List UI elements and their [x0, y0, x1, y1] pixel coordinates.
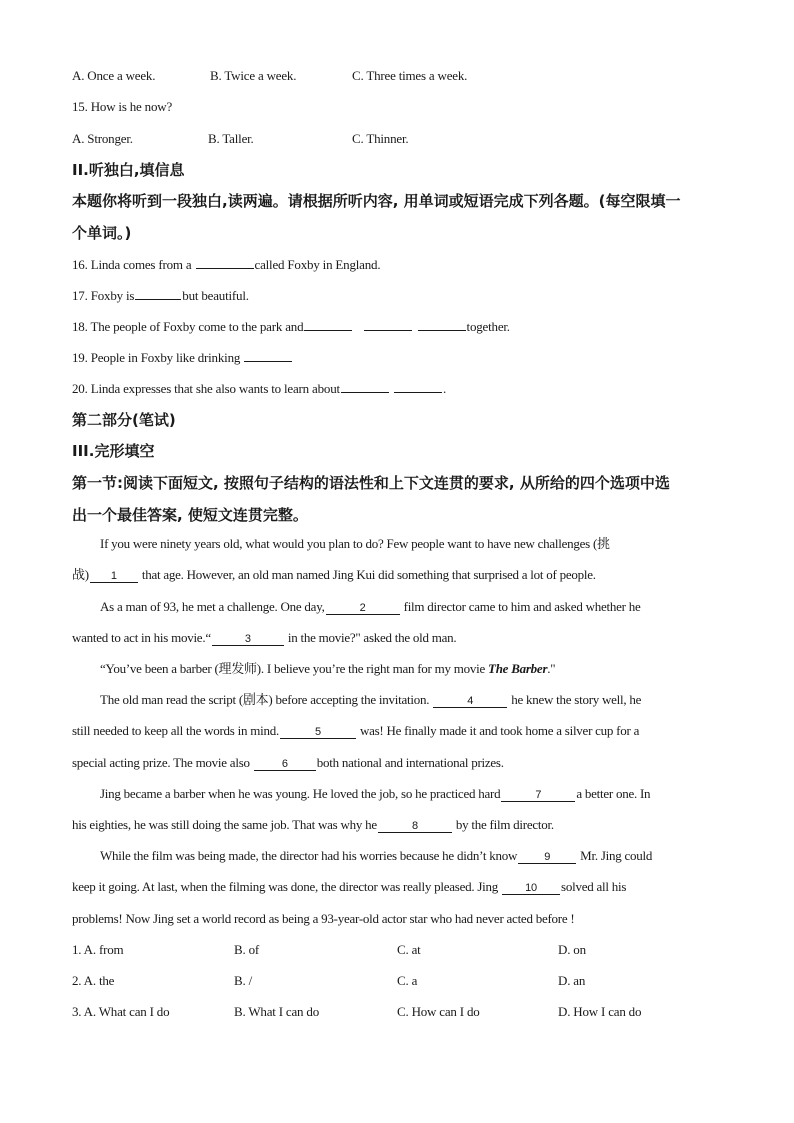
q2-option-a[interactable]: 2. A. the: [72, 973, 115, 988]
q15-question: 15. How is he now?: [72, 99, 173, 114]
passage-line-2: [72, 567, 596, 583]
q3-option-b[interactable]: B. What I can do: [234, 1004, 320, 1019]
q16-text: 16. Linda comes from a: [72, 257, 192, 272]
passage-line-10: [72, 817, 554, 833]
passage-line-13: problems! Now Jing set a world record as being a 93-year-old actor star who had never acted before !: [72, 911, 575, 926]
q19: [72, 349, 293, 366]
passage-text: As a man of 93, he met a challenge. One day,: [100, 599, 325, 614]
passage-text: .": [547, 661, 556, 676]
q2-option-c[interactable]: C. a: [397, 973, 418, 988]
movie-title: The Barber: [488, 661, 548, 676]
passage-line-3: [100, 599, 640, 615]
q20-blank-1[interactable]: [341, 380, 389, 393]
q15-option-c: C. Thinner.: [352, 131, 409, 146]
passage-text: solved all his: [561, 879, 627, 894]
section-iii-instruction-1: 第一节:阅读下面短文, 按照句子结构的语法性和上下文连贯的要求, 从所给的四个选项中选: [72, 474, 670, 492]
passage-line-8: [72, 755, 504, 771]
blank-10[interactable]: 10: [502, 882, 560, 895]
section-ii-instruction-1: 本题你将听到一段独白,读两遍。请根据所听内容, 用单词或短语完成下列各题。(每空限填一: [72, 192, 681, 210]
q17-text-after: but beautiful.: [182, 288, 249, 303]
q1-option-c[interactable]: C. at: [397, 942, 421, 957]
blank-4[interactable]: 4: [433, 695, 507, 708]
passage-line-5: [100, 661, 555, 677]
section-ii-title: II.听独白,填信息: [72, 161, 185, 179]
q1-option-a[interactable]: 1. A. from: [72, 942, 124, 957]
passage-text: was! He finally made it and took home a silver cup for a: [359, 723, 640, 738]
q17-text: 17. Foxby is: [72, 288, 135, 303]
passage-text: Jing became a barber when he was young. He loved the job, so he practiced hard: [100, 786, 501, 801]
q16: [72, 256, 380, 273]
passage-line-1: If you were ninety years old, what would you plan to do? Few people want to have new challenges (挑: [100, 536, 610, 551]
passage-text: special acting prize. The movie also: [72, 755, 250, 770]
passage-line-7: [72, 723, 639, 739]
blank-7[interactable]: 7: [501, 789, 575, 802]
section-iii-title: III.完形填空: [72, 442, 155, 460]
q18-text: 18. The people of Foxby come to the park and: [72, 319, 304, 334]
q2-option-b[interactable]: B. /: [234, 973, 252, 988]
q17: [72, 287, 249, 304]
q3-option-a[interactable]: 3. A. What can I do: [72, 1004, 170, 1019]
q19-text: 19. People in Foxby like drinking: [72, 350, 241, 365]
passage-text: his eighties, he was still doing the same job. That was why he: [72, 817, 377, 832]
passage-line-9: [100, 786, 650, 802]
q14-option-c: C. Three times a week.: [352, 68, 468, 83]
passage-text: 战): [72, 567, 89, 582]
q15-option-a: A. Stronger.: [72, 131, 133, 146]
q18-blank-3[interactable]: [418, 318, 466, 331]
q3-option-c[interactable]: C. How can I do: [397, 1004, 480, 1019]
q1-option-b[interactable]: B. of: [234, 942, 260, 957]
blank-6[interactable]: 6: [254, 758, 316, 771]
q20-blank-2[interactable]: [394, 380, 442, 393]
passage-text: wanted to act in his movie.“: [72, 630, 211, 645]
q3-option-d[interactable]: D. How I can do: [558, 1004, 642, 1019]
blank-1[interactable]: 1: [90, 570, 138, 583]
passage-text: film director came to him and asked whether he: [403, 599, 641, 614]
blank-2[interactable]: 2: [326, 602, 400, 615]
blank-3[interactable]: 3: [212, 633, 284, 646]
q1-option-d[interactable]: D. on: [558, 942, 586, 957]
q2-option-d[interactable]: D. an: [558, 973, 586, 988]
q16-blank[interactable]: [196, 256, 254, 269]
q18-blank-2[interactable]: [364, 318, 412, 331]
q19-blank[interactable]: [244, 349, 292, 362]
q20-text: 20. Linda expresses that she also wants to learn about: [72, 381, 340, 396]
blank-8[interactable]: 8: [378, 820, 452, 833]
passage-text: While the film was being made, the director had his worries because he didn’t know: [100, 848, 518, 863]
section-iii-instruction-2: 出一个最佳答案, 使短文连贯完整。: [72, 506, 308, 524]
passage-line-11: [100, 848, 652, 864]
q15-option-b: B. Taller.: [208, 131, 254, 146]
passage-text: by the film director.: [455, 817, 554, 832]
passage-text: keep it going. At last, when the filming was done, the director was really pleased. Jing: [72, 879, 499, 894]
blank-9[interactable]: 9: [518, 851, 576, 864]
passage-line-4: [72, 630, 456, 646]
passage-text: both national and international prizes.: [316, 755, 504, 770]
q18: [72, 318, 510, 335]
q20-text-after: .: [442, 381, 447, 396]
passage-line-12: [72, 879, 626, 895]
q20: [72, 380, 446, 397]
q16-text-after: called Foxby in England.: [254, 257, 381, 272]
passage-text: still needed to keep all the words in mind.: [72, 723, 279, 738]
section-ii-instruction-2: 个单词。): [72, 224, 132, 242]
q17-blank[interactable]: [135, 287, 181, 300]
passage-text: Mr. Jing could: [580, 848, 653, 863]
passage-text: a better one. In: [576, 786, 651, 801]
part-two-title: 第二部分(笔试): [72, 411, 176, 429]
q14-option-a: A. Once a week.: [72, 68, 156, 83]
passage-text: he knew the story well, he: [511, 692, 642, 707]
blank-5[interactable]: 5: [280, 726, 356, 739]
passage-text: The old man read the script (剧本) before accepting the invitation.: [100, 692, 430, 707]
q14-option-b: B. Twice a week.: [210, 68, 297, 83]
q18-blank-1[interactable]: [304, 318, 352, 331]
passage-text: “You’ve been a barber (理发师). I believe you’re the right man for my movie: [100, 661, 485, 676]
passage-text: in the movie?" asked the old man.: [287, 630, 457, 645]
passage-line-6: [100, 692, 641, 708]
q18-text-after: together.: [466, 319, 510, 334]
passage-text: that age. However, an old man named Jing Kui did something that surprised a lot of people.: [141, 567, 596, 582]
